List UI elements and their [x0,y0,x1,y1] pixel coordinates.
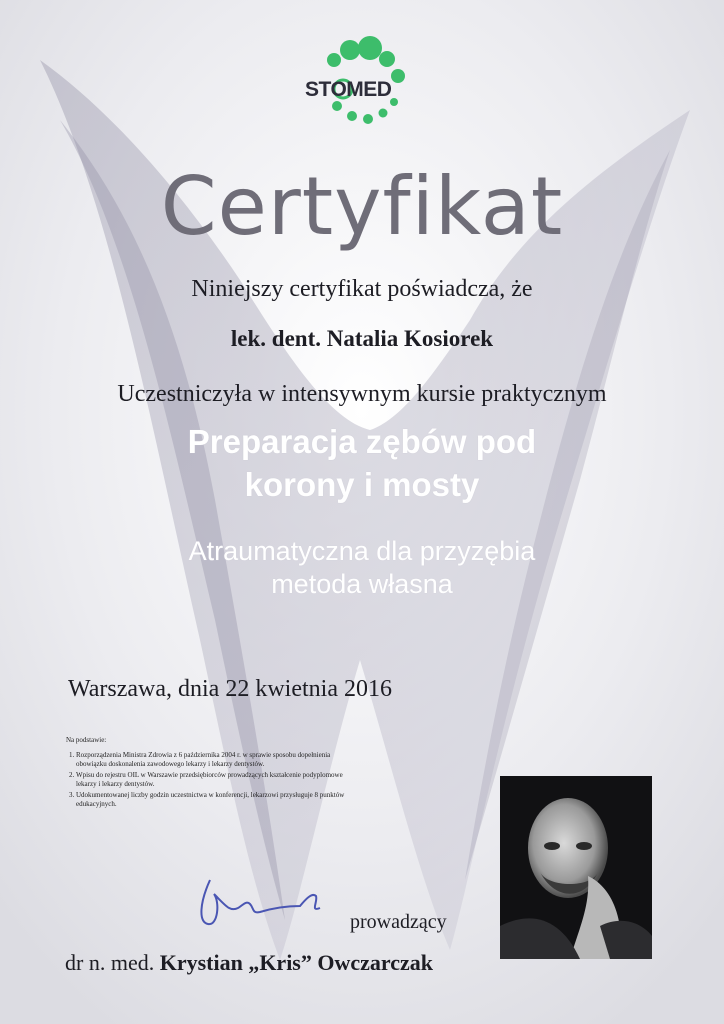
legal-basis-notes [66,736,356,811]
legal-basis-title: Na podstawie: [66,736,107,744]
instructor-photo [500,776,652,959]
instructor-signature [190,872,330,932]
instructor-name: Krystian „Kris” Owczarczak [159,950,434,975]
recipient-name: lek. dent. Natalia Kosiorek [230,326,494,351]
course-title-line-2: korony i mosty [244,466,480,503]
instructor-portrait-graphic [500,776,652,959]
course-subtitle [0,535,724,601]
instructor-role: prowadzący [350,911,447,933]
legal-basis-list [66,751,356,809]
legal-basis-item: 2. Wpisu do rejestru OIL w Warszawie przedsiębiorców prowadzących kształcenie podyplomowe lekarzy i lekarzy dentystów. [76,771,356,789]
legal-basis-item: 1. Rozporządzenia Ministra Zdrowia z 6 października 2004 r. w sprawie sposobu dopełnienia obowiązku doskonalenia zawodowego lekarzy i lekarzy dentystów. [76,751,356,769]
course-subtitle-line-1: Atraumatyczna dla przyzębia [188,536,536,566]
participation-statement: Uczestniczyła w intensywnym kursie praktycznym [117,381,607,407]
certificate-title: Certyfikat [160,160,564,253]
stomed-logo-text: STOMED [305,78,392,101]
place-and-date: Warszawa, dnia 22 kwietnia 2016 [68,676,392,702]
course-subtitle-line-2: metoda własna [271,569,453,599]
legal-basis-item: 3. Udokumentowanej liczby godzin uczestnictwa w konferencji, lekarzowi przysługuje 8 punktów edukacyjnych. [76,791,356,809]
instructor-line [65,950,433,976]
course-title [0,420,724,506]
instructor-title-prefix: dr n. med. [65,950,155,975]
course-title-line-1: Preparacja zębów pod [187,423,537,460]
certificate-intro: Niniejszy certyfikat poświadcza, że [191,276,533,302]
